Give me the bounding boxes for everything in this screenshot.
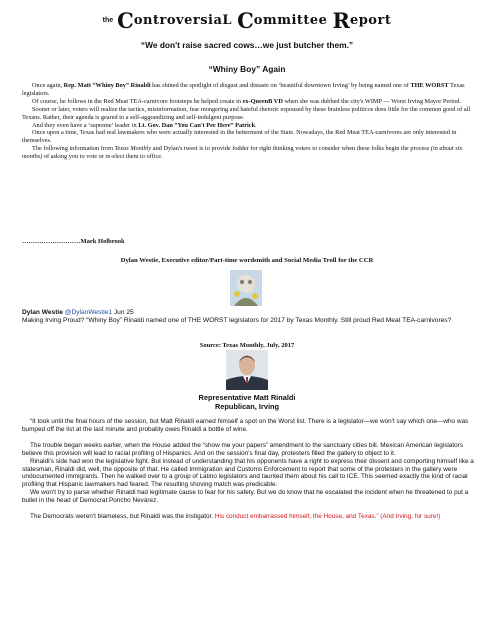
signature: ………………………Mark Holbrook	[22, 238, 125, 245]
rep-party: Republican, Irving	[214, 402, 280, 411]
rep-caption	[0, 393, 494, 411]
quoted-article	[22, 418, 474, 521]
intro-paragraph-6: The following information from Texas Monthly and Dylan's tweet is to provide fodder for right thinking voters to consider when these folks begin the process (in about six months) of asking you to vote or re-elect them to office.	[22, 145, 463, 161]
intro-text	[22, 82, 474, 161]
article-paragraph-5: The Democrats weren't blameless, but Rinaldi was the instigator. His conduct embarrassed himself, the House, and Texas.” (And Irving, for sure!)	[30, 513, 441, 521]
title-word-2: ommittee	[253, 13, 333, 28]
article-paragraph-3: Rinaldi's side had won the legislative fight. But instead of understanding that his opponents have a right to express their dissent and comporting himself like a statesman, Rinaldi did, well, the opposite of that. He called Immigration and Customs Enforcement to report that some of the protesters in the gallery were undocumented immigrants. Then he walked over to a group of Latino legislators and taunted them about his call to ICE. This seemed exactly the kind of racial profiling that Hispanic lawmakers had feared. The resulting shoving match was predicable.	[22, 457, 474, 489]
intro-paragraph-2: Of course, he follows in the Red Meat TEA-carnivore footsteps he helped create in ex-QueenB VD when she was dubbed the city's WIMP — Worst Irving Mayor Period.	[32, 97, 461, 105]
title-cap-r: R	[332, 8, 350, 33]
tweet-text: Making Irving Proud? “Whiny Boy” Rinaldi named one of THE WORST legislators for 2017 by Texas Monthly. Still proud Red Meat TEA-carnivores?	[22, 317, 452, 325]
article-paragraph-4: We won't try to parse whether Rinaldi had legitimate cause to fear for his safety. But we do know that he escalated the incident when he threatened to put a bullet in the head of Democrat Poncho Nevárez.	[22, 489, 469, 505]
tweet-date: Jun 25	[113, 309, 134, 316]
title-cap-c: C	[117, 8, 134, 33]
tweet-author[interactable]: Dylan Westie	[22, 309, 63, 316]
portrait-photo-icon	[226, 350, 268, 390]
editor-line: Dylan Westie, Executive editor/Part-time wordsmith and Social Media Troll for the CCR	[120, 257, 374, 264]
article-subtitle: “Whiny Boy” Again	[208, 64, 286, 74]
tweet-handle[interactable]: @DylanWestie1	[64, 309, 113, 316]
title-prefix: the	[102, 17, 114, 24]
article-paragraph-1: “It took until the final hours of the session, but Matt Rinaldi earned himself a spot on the Worst list. There is a legislator—we won't say which one—who was bumped off the list at the last minute and probably owes Rinaldi a bottle of wine.	[22, 418, 469, 433]
tweet-header	[22, 309, 482, 317]
rep-name: Representative Matt Rinaldi	[198, 393, 296, 402]
intro-paragraph-1: Once again, Rep. Matt “Whiny Boy” Rinaldi has shined the spotlight of disgust and distaste on ‘beautiful downtown Irving’ by being named one of THE WORST Texas legislators.	[22, 82, 465, 97]
intro-paragraph-3: Sooner or later, voters will realize the tactics, misinformation, fear mongering and hateful rhetoric espoused by these brainless politicos does little for the common good of all Texans. Rather, their agenda is geared to a self-aggrandizing and self-indulgent purpose.	[22, 105, 471, 121]
motto: “We don't raise sacred cows…we just butcher them.”	[140, 40, 354, 50]
source-line: Source: Texas Monthly, July, 2017	[199, 342, 295, 349]
highlighted-quote: His conduct embarrassed himself, the House, and Texas.” (And Irving, for sure!)	[214, 513, 441, 521]
title-cap-c2: C	[237, 8, 254, 33]
profile-photo-icon	[230, 270, 262, 306]
newsletter-title	[0, 8, 494, 33]
intro-paragraph-4: And they even have a ‘supreme’ leader in Lt. Gov. Dan “You Can't Pee Here” Patrick.	[32, 121, 257, 129]
tweet	[22, 309, 482, 325]
intro-paragraph-5: Once upon a time, Texas had real lawmakers who were actually interested in the betterment of the State. Nowadays, the Red Meat TEA-carnivores are only interested in themselves.	[22, 129, 457, 145]
title-word-3: eport	[349, 13, 392, 28]
title-word-1: ontroversiaL	[133, 13, 238, 28]
article-paragraph-2: The trouble began weeks earlier, when the House added the “show me your papers” amendment to the sanctuary cities bill. Mexican American legislators believe this provision will lead to racial profiling of Hispanics. And on the session's final day, protesters filled the gallery to object to it.	[22, 441, 464, 457]
